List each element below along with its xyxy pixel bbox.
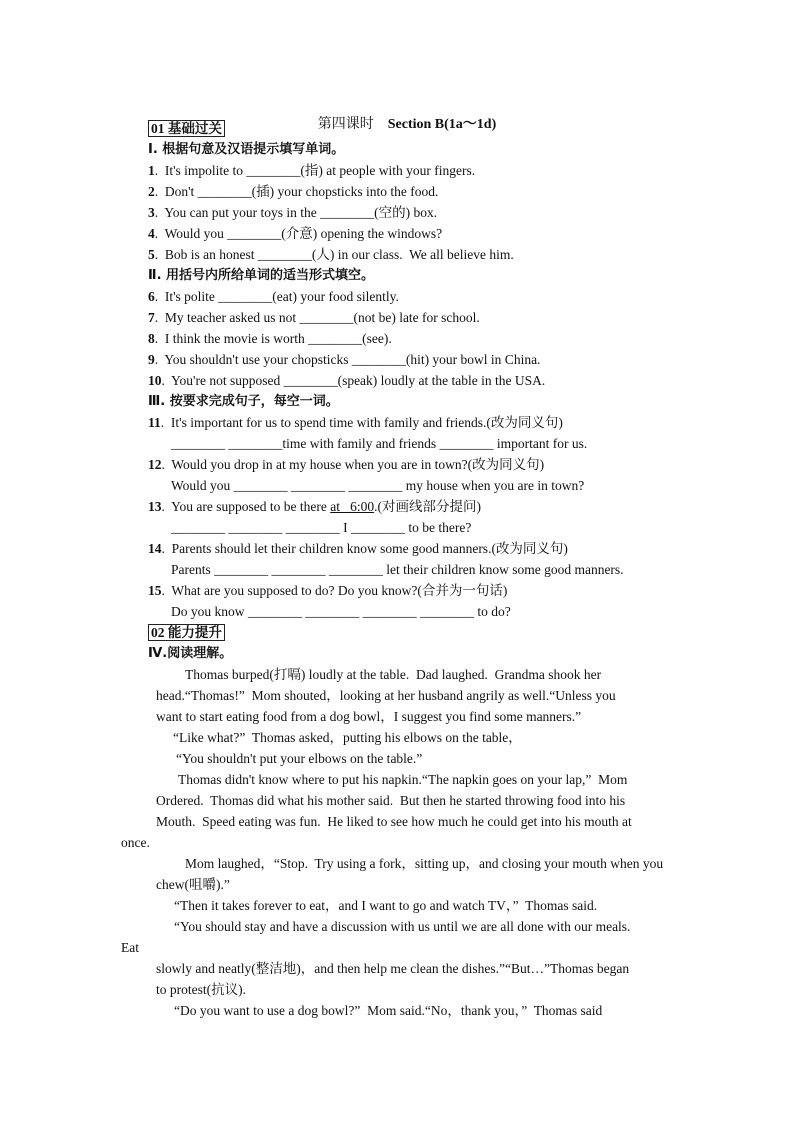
passage-line: “Like what?” Thomas asked，putting his elbows on the table， [173,730,522,745]
passage-line: once. [121,835,150,850]
question-15-answer-line: Do you know ________ ________ ________ ________ to do? [171,604,511,619]
page-title [0,98,800,152]
question-11-answer-line: ________ ________time with family and friends ________ important for us. [171,436,588,451]
question-6: 6. It's polite ________(eat) your food silently. [148,289,399,304]
passage-line: Thomas burped(打嗝) loudly at the table. Dad laughed. Grandma shook her [185,667,602,682]
underlined-phrase: at 6:00 [330,499,375,514]
passage-line: “You shouldn't put your elbows on the table.” [176,751,423,766]
part-1-label: 01 基础过关 [148,120,225,137]
passage-line: want to start eating food from a dog bowl，I suggest you find some manners.” [156,709,582,724]
section-label: Section B(1a～1d) [387,117,497,132]
question-9: 9. You shouldn't use your chopsticks ________(hit) your bowl in China. [148,352,541,367]
question-13: 13. You are supposed to be there at 6:00.(对画线部分提问) [148,499,481,514]
question-3: 3. You can put your toys in the ________(空的) box. [148,205,438,220]
question-4: 4. Would you ________(介意) opening the windows? [148,226,443,241]
question-14: 14. Parents should let their children know some good manners.(改为同义句) [148,541,568,556]
question-12-answer-line: Would you ________ ________ ________ my house when you are in town? [171,478,585,493]
question-14-answer-line: Parents ________ ________ ________ let their children know some good manners. [171,562,624,577]
passage-line: to protest(抗议). [156,982,246,997]
passage-line: “Do you want to use a dog bowl?” Mom said.“No，thank you，” Thomas said [174,1003,603,1018]
passage-line: chew(咀嚼).” [156,877,230,892]
passage-line: slowly and neatly(整洁地)，and then help me clean the dishes.”“But…”Thomas began [156,961,630,976]
passage-line: head.“Thomas!” Mom shouted，looking at her husband angrily as well.“Unless you [156,688,616,703]
lesson-label: 第四课时 [317,117,374,132]
question-15: 15. What are you supposed to do? Do you know?(合并为一句话) [148,583,508,598]
question-13-answer-line: ________ ________ ________ I ________ to be there? [171,520,472,535]
question-11: 11. It's important for us to spend time with family and friends.(改为同义句) [148,415,563,430]
passage-line: Ordered. Thomas did what his mother said. But then he started throwing food into his [156,793,626,808]
question-1: 1. It's impolite to ________(指) at people with your fingers. [148,163,476,178]
question-10: 10. You're not supposed ________(speak) loudly at the table in the USA. [148,373,546,388]
question-12: 12. Would you drop in at my house when you are in town?(改为同义句) [148,457,545,472]
passage-line: Mouth. Speed eating was fun. He liked to see how much he could get into his mouth at [156,814,632,829]
part-2-label: 02 能力提升 [148,624,225,641]
passage-line: Eat [121,940,139,955]
section-2-heading: Ⅱ. 用括号内所给单词的适当形式填空。 [148,268,375,283]
question-8: 8. I think the movie is worth ________(see). [148,331,392,346]
section-3-heading: Ⅲ. 按要求完成句子，每空一词。 [148,394,339,409]
passage-line: “Then it takes forever to eat，and I want to go and watch TV，” Thomas said. [174,898,598,913]
question-7: 7. My teacher asked us not ________(not be) late for school. [148,310,480,325]
section-4-heading: Ⅳ.阅读理解。 [148,646,233,661]
section-1-heading: Ⅰ. 根据句意及汉语提示填写单词。 [148,142,345,157]
question-5: 5. Bob is an honest ________(人) in our class. We all believe him. [148,247,514,262]
passage-line: Mom laughed，“Stop. Try using a fork，sitting up，and closing your mouth when you [185,856,664,871]
question-2: 2. Don't ________(插) your chopsticks into the food. [148,184,439,199]
passage-line: “You should stay and have a discussion with us until we are all done with our meals. [174,919,631,934]
passage-line: Thomas didn't know where to put his napkin.“The napkin goes on your lap,” Mom [178,772,628,787]
